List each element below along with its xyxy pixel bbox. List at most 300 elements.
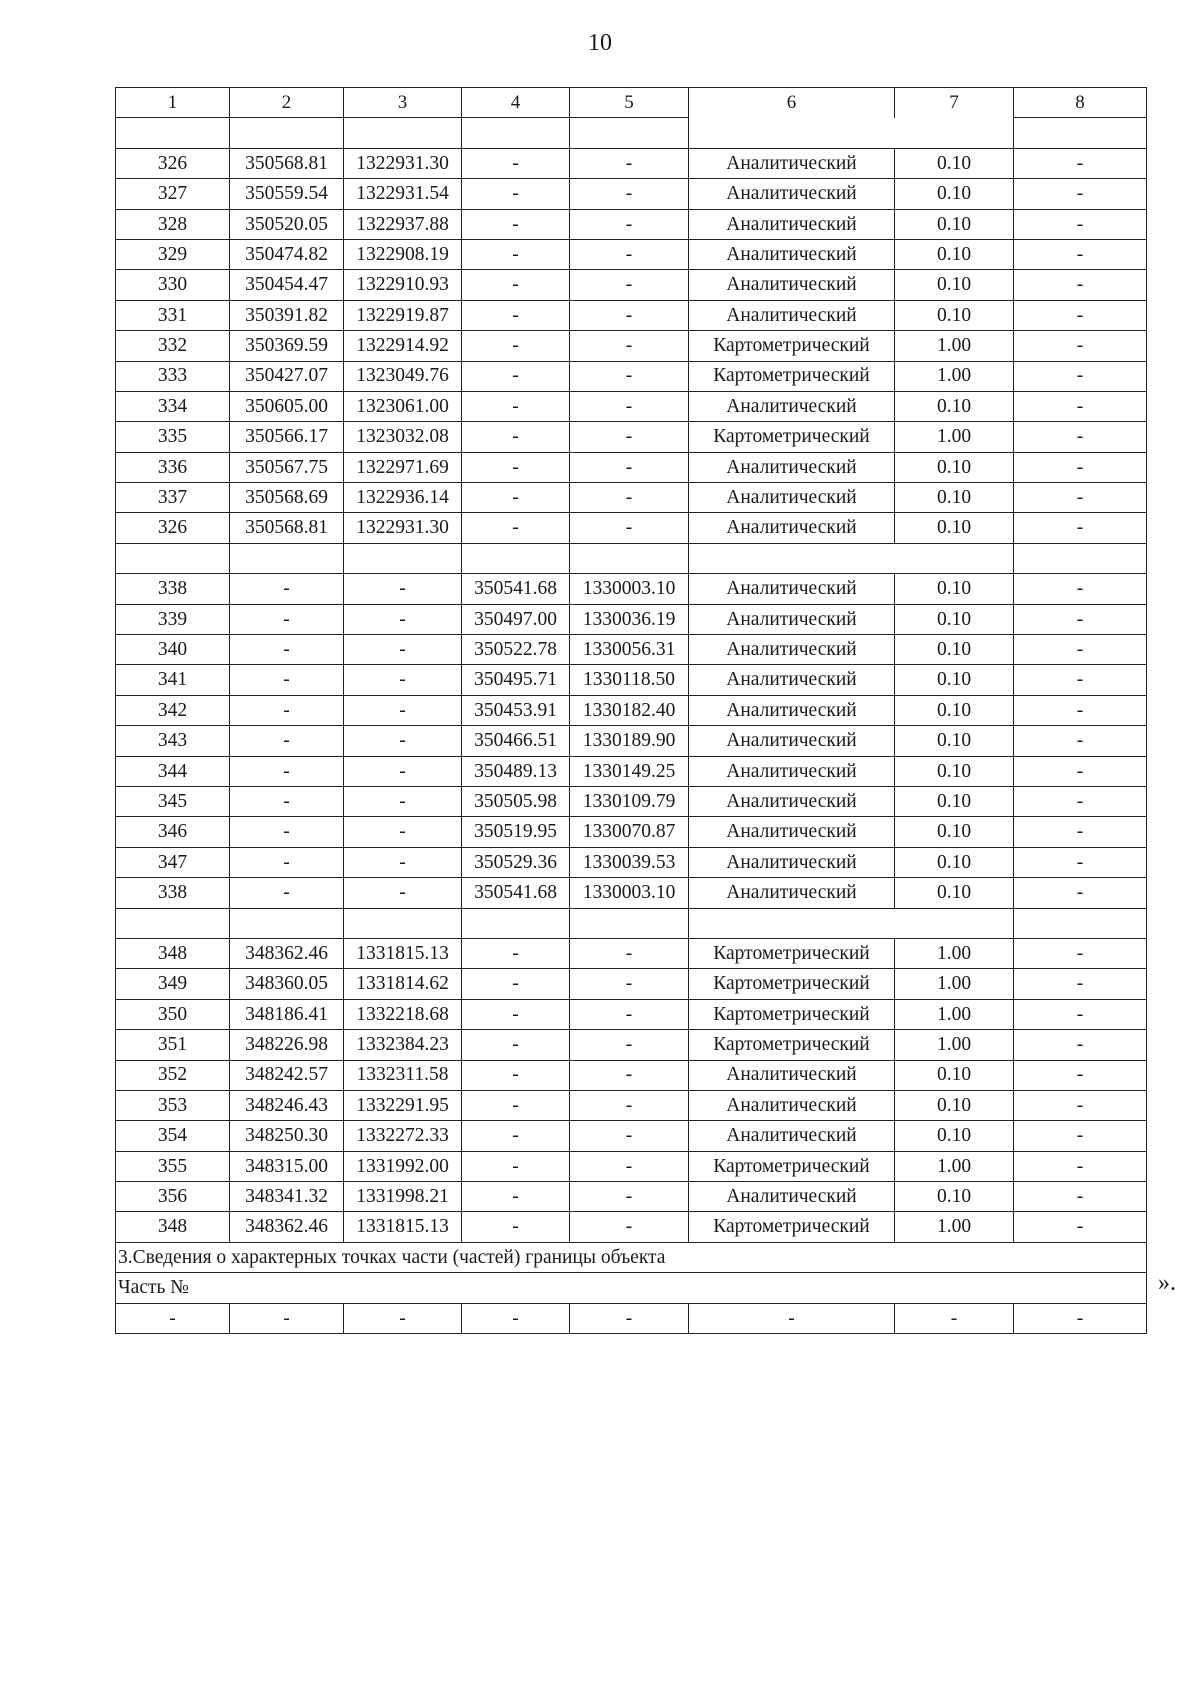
table-cell: - — [462, 483, 570, 513]
table-cell: Аналитический — [689, 1060, 895, 1090]
table-row — [116, 1060, 1147, 1090]
table-row — [116, 179, 1147, 209]
table-cell: - — [462, 422, 570, 452]
table-cell: Картометрический — [689, 1151, 895, 1181]
table-cell: - — [689, 1303, 895, 1333]
table-cell: Аналитический — [689, 300, 895, 330]
table-cell: - — [1014, 239, 1147, 269]
table-row — [116, 969, 1147, 999]
table-cell: 329 — [116, 239, 230, 269]
table-cell: 0.10 — [895, 209, 1014, 239]
table-cell: - — [1014, 969, 1147, 999]
table-cell: 1332384.23 — [344, 1030, 462, 1060]
table-cell: - — [462, 1060, 570, 1090]
table-cell: 0.10 — [895, 635, 1014, 665]
table-cell: 352 — [116, 1060, 230, 1090]
table-cell: - — [344, 1303, 462, 1333]
table-cell: - — [1014, 1303, 1147, 1333]
table-cell: 334 — [116, 391, 230, 421]
table-row — [116, 1182, 1147, 1212]
table-cell: - — [1014, 1030, 1147, 1060]
table-cell: 0.10 — [895, 1182, 1014, 1212]
table-cell: 341 — [116, 665, 230, 695]
table-cell: - — [570, 422, 689, 452]
table-cell: - — [1014, 665, 1147, 695]
table-cell: 350 — [116, 999, 230, 1029]
table-cell: 338 — [116, 574, 230, 604]
table-cell: 333 — [116, 361, 230, 391]
table-cell: - — [570, 938, 689, 968]
table-row — [116, 938, 1147, 968]
table-cell: 338 — [116, 878, 230, 908]
table-cell: - — [462, 452, 570, 482]
table-cell: - — [230, 1303, 344, 1333]
table-cell: 342 — [116, 695, 230, 725]
table-cell: 1.00 — [895, 331, 1014, 361]
table-cell: 343 — [116, 726, 230, 756]
table-cell: - — [230, 786, 344, 816]
table-cell: - — [344, 786, 462, 816]
table-cell: - — [230, 817, 344, 847]
table-cell: 339 — [116, 604, 230, 634]
table-cell: - — [570, 270, 689, 300]
table-cell: 1331992.00 — [344, 1151, 462, 1181]
table-cell: 348341.32 — [230, 1182, 344, 1212]
table-cell: - — [1014, 1121, 1147, 1151]
table-cell: - — [570, 1212, 689, 1242]
table-cell: 0.10 — [895, 179, 1014, 209]
table-cell: - — [570, 148, 689, 178]
table-cell: Картометрический — [689, 938, 895, 968]
table-row — [116, 391, 1147, 421]
table-cell: - — [1014, 786, 1147, 816]
table-cell: - — [1014, 938, 1147, 968]
table-cell: - — [570, 1303, 689, 1333]
table-cell: 350566.17 — [230, 422, 344, 452]
table-cell: - — [462, 938, 570, 968]
column-header: 1 — [116, 88, 230, 118]
table-cell: - — [1014, 300, 1147, 330]
table-cell: - — [570, 1030, 689, 1060]
table-cell: - — [570, 331, 689, 361]
table-cell: - — [1014, 1212, 1147, 1242]
empty-cell — [344, 543, 462, 573]
table-cell: - — [344, 817, 462, 847]
table-cell: - — [462, 239, 570, 269]
table-cell: 350466.51 — [462, 726, 570, 756]
empty-cell — [116, 543, 230, 573]
table-cell: - — [116, 1303, 230, 1333]
table-cell: - — [895, 1303, 1014, 1333]
table-cell: - — [570, 452, 689, 482]
table-cell: - — [462, 270, 570, 300]
table-cell: - — [344, 604, 462, 634]
table-cell: - — [1014, 1090, 1147, 1120]
table-cell: - — [1014, 604, 1147, 634]
table-cell: 350474.82 — [230, 239, 344, 269]
table-cell: Аналитический — [689, 635, 895, 665]
table-cell: - — [1014, 179, 1147, 209]
table-cell: 1330149.25 — [570, 756, 689, 786]
table-row — [116, 452, 1147, 482]
table-cell: Аналитический — [689, 695, 895, 725]
table-cell: - — [344, 726, 462, 756]
table-cell: - — [462, 1303, 570, 1333]
table-cell: Аналитический — [689, 483, 895, 513]
table-cell: 328 — [116, 209, 230, 239]
table-cell: 1330070.87 — [570, 817, 689, 847]
table-cell: Картометрический — [689, 1030, 895, 1060]
table-row — [116, 239, 1147, 269]
table-row — [116, 726, 1147, 756]
table-cell: 1332272.33 — [344, 1121, 462, 1151]
table-row — [116, 209, 1147, 239]
table-cell: 350391.82 — [230, 300, 344, 330]
empty-cell — [1014, 118, 1147, 148]
table-cell: 326 — [116, 148, 230, 178]
table-cell: - — [1014, 270, 1147, 300]
table-cell: - — [1014, 452, 1147, 482]
table-cell: - — [570, 1121, 689, 1151]
empty-cell — [462, 543, 570, 573]
table-row — [116, 483, 1147, 513]
table-cell: - — [1014, 756, 1147, 786]
table-cell: 327 — [116, 179, 230, 209]
table-cell: - — [462, 391, 570, 421]
table-cell: 350489.13 — [462, 756, 570, 786]
table-cell: - — [462, 148, 570, 178]
table-row — [116, 270, 1147, 300]
column-header: 6 — [689, 88, 895, 118]
table-cell: Аналитический — [689, 1182, 895, 1212]
table-cell: - — [1014, 483, 1147, 513]
table-cell: - — [1014, 999, 1147, 1029]
table-cell: - — [1014, 817, 1147, 847]
table-cell: 0.10 — [895, 756, 1014, 786]
table-cell: 0.10 — [895, 148, 1014, 178]
table-cell: 1322914.92 — [344, 331, 462, 361]
table-cell: Аналитический — [689, 726, 895, 756]
table-cell: 340 — [116, 635, 230, 665]
table-cell: 1.00 — [895, 1151, 1014, 1181]
table-row — [116, 1030, 1147, 1060]
empty-cell — [570, 543, 689, 573]
table-cell: 1331815.13 — [344, 1212, 462, 1242]
empty-cell — [230, 908, 344, 938]
table-cell: - — [1014, 361, 1147, 391]
table-cell: 350369.59 — [230, 331, 344, 361]
table-cell: - — [230, 665, 344, 695]
table-cell: 346 — [116, 817, 230, 847]
table-cell: 0.10 — [895, 452, 1014, 482]
table-cell: 1.00 — [895, 969, 1014, 999]
table-cell: 350519.95 — [462, 817, 570, 847]
table-cell: - — [462, 1151, 570, 1181]
table-cell: - — [570, 391, 689, 421]
table-cell: Аналитический — [689, 1121, 895, 1151]
section-title-row — [116, 1242, 1147, 1272]
table-cell: - — [462, 1030, 570, 1060]
table-cell: - — [1014, 574, 1147, 604]
table-cell: 344 — [116, 756, 230, 786]
table-cell: Картометрический — [689, 999, 895, 1029]
table-cell: - — [230, 604, 344, 634]
table-cell: 347 — [116, 847, 230, 877]
table-cell: 1.00 — [895, 999, 1014, 1029]
table-cell: - — [230, 878, 344, 908]
table-cell: 0.10 — [895, 604, 1014, 634]
table-cell: - — [1014, 1151, 1147, 1181]
table-row — [116, 786, 1147, 816]
table-row — [116, 756, 1147, 786]
table-cell: 1.00 — [895, 422, 1014, 452]
table-cell: Аналитический — [689, 239, 895, 269]
table-cell: 1331815.13 — [344, 938, 462, 968]
table-cell: 1330118.50 — [570, 665, 689, 695]
empty-cell — [689, 118, 1014, 148]
table-row — [116, 999, 1147, 1029]
table-cell: 332 — [116, 331, 230, 361]
table-cell: 1.00 — [895, 361, 1014, 391]
table-cell: 0.10 — [895, 847, 1014, 877]
table-cell: 0.10 — [895, 665, 1014, 695]
empty-cell — [344, 908, 462, 938]
table-cell: - — [462, 209, 570, 239]
table-cell: - — [230, 726, 344, 756]
table-row — [116, 574, 1147, 604]
table-cell: - — [570, 483, 689, 513]
table-cell: - — [570, 361, 689, 391]
table-cell: 0.10 — [895, 1090, 1014, 1120]
table-cell: - — [570, 513, 689, 543]
empty-cell — [462, 908, 570, 938]
table-cell: 1330003.10 — [570, 878, 689, 908]
table-cell: 1.00 — [895, 1212, 1014, 1242]
table-cell: 1330189.90 — [570, 726, 689, 756]
table-cell: - — [570, 209, 689, 239]
table-spacer-row — [116, 908, 1147, 938]
table-cell: 0.10 — [895, 695, 1014, 725]
table-cell: 335 — [116, 422, 230, 452]
empty-cell — [570, 118, 689, 148]
table-row — [116, 604, 1147, 634]
empty-cell — [462, 118, 570, 148]
table-cell: 348 — [116, 938, 230, 968]
table-cell: Аналитический — [689, 270, 895, 300]
table-cell: 1330003.10 — [570, 574, 689, 604]
table-cell: 1332311.58 — [344, 1060, 462, 1090]
table-cell: 1331814.62 — [344, 969, 462, 999]
table-cell: Аналитический — [689, 574, 895, 604]
table-cell: Картометрический — [689, 1212, 895, 1242]
table-cell: - — [1014, 878, 1147, 908]
table-cell: 1322919.87 — [344, 300, 462, 330]
table-cell: 350454.47 — [230, 270, 344, 300]
table-row — [116, 847, 1147, 877]
table-cell: 348226.98 — [230, 1030, 344, 1060]
table-cell: Аналитический — [689, 391, 895, 421]
table-cell: - — [1014, 209, 1147, 239]
empty-cell — [230, 543, 344, 573]
table-cell: - — [344, 695, 462, 725]
table-cell: Аналитический — [689, 817, 895, 847]
table-cell: - — [1014, 513, 1147, 543]
table-cell: Аналитический — [689, 513, 895, 543]
table-cell: 350495.71 — [462, 665, 570, 695]
column-header: 8 — [1014, 88, 1147, 118]
table-cell: Аналитический — [689, 786, 895, 816]
table-cell: 1322971.69 — [344, 452, 462, 482]
table-cell: 350522.78 — [462, 635, 570, 665]
table-cell: - — [570, 1151, 689, 1181]
table-cell: 350427.07 — [230, 361, 344, 391]
table-cell: 355 — [116, 1151, 230, 1181]
table-cell: Картометрический — [689, 331, 895, 361]
table-cell: - — [570, 969, 689, 999]
table-row — [116, 665, 1147, 695]
page-number: 10 — [588, 30, 612, 56]
closing-quote: ». — [1158, 1270, 1176, 1296]
table-cell: - — [462, 331, 570, 361]
empty-cell — [689, 543, 1014, 573]
table-cell: 0.10 — [895, 391, 1014, 421]
empty-cell — [1014, 908, 1147, 938]
table-cell: 350568.69 — [230, 483, 344, 513]
table-cell: 0.10 — [895, 300, 1014, 330]
table-cell: Картометрический — [689, 969, 895, 999]
table-cell: 350568.81 — [230, 513, 344, 543]
table-row — [116, 513, 1147, 543]
table-cell: - — [570, 1060, 689, 1090]
table-spacer-row — [116, 118, 1147, 148]
table-cell: 0.10 — [895, 817, 1014, 847]
table-cell: 337 — [116, 483, 230, 513]
table-cell: 351 — [116, 1030, 230, 1060]
table-cell: 1332291.95 — [344, 1090, 462, 1120]
table-cell: 1323032.08 — [344, 422, 462, 452]
table-header-row — [116, 88, 1147, 118]
table-cell: - — [344, 665, 462, 695]
table-cell: - — [1014, 726, 1147, 756]
table-cell: - — [462, 300, 570, 330]
table-cell: 348186.41 — [230, 999, 344, 1029]
table-cell: 1322936.14 — [344, 483, 462, 513]
table-cell: 330 — [116, 270, 230, 300]
table-cell: 1.00 — [895, 938, 1014, 968]
table-cell: 1322937.88 — [344, 209, 462, 239]
table-cell: 0.10 — [895, 1060, 1014, 1090]
table-cell: - — [1014, 391, 1147, 421]
table-cell: 1330109.79 — [570, 786, 689, 816]
table-cell: 350529.36 — [462, 847, 570, 877]
table-cell: - — [570, 999, 689, 1029]
column-header: 4 — [462, 88, 570, 118]
table-cell: Аналитический — [689, 847, 895, 877]
table-cell: Аналитический — [689, 209, 895, 239]
table-cell: 353 — [116, 1090, 230, 1120]
empty-cell — [116, 118, 230, 148]
table-row — [116, 1151, 1147, 1181]
table-cell: 348362.46 — [230, 1212, 344, 1242]
table-cell: 350605.00 — [230, 391, 344, 421]
table-row — [116, 148, 1147, 178]
table-cell: 0.10 — [895, 483, 1014, 513]
table-row — [116, 1212, 1147, 1242]
table-cell: - — [344, 574, 462, 604]
table-cell: 1322931.30 — [344, 148, 462, 178]
table-cell: - — [462, 999, 570, 1029]
table-cell: 354 — [116, 1121, 230, 1151]
table-cell: 0.10 — [895, 1121, 1014, 1151]
table-cell: - — [1014, 148, 1147, 178]
table-cell: 1330039.53 — [570, 847, 689, 877]
table-cell: 331 — [116, 300, 230, 330]
table-row — [116, 422, 1147, 452]
table-cell: 1332218.68 — [344, 999, 462, 1029]
table-cell: - — [570, 239, 689, 269]
table-cell: - — [570, 179, 689, 209]
table-cell: - — [1014, 422, 1147, 452]
table-cell: 348246.43 — [230, 1090, 344, 1120]
table-cell: Картометрический — [689, 422, 895, 452]
table-cell: 0.10 — [895, 726, 1014, 756]
table-cell: 1330036.19 — [570, 604, 689, 634]
table-cell: 348250.30 — [230, 1121, 344, 1151]
table-cell: Аналитический — [689, 179, 895, 209]
table-spacer-row — [116, 543, 1147, 573]
table-cell: 0.10 — [895, 239, 1014, 269]
column-header: 5 — [570, 88, 689, 118]
part-label: Часть № — [116, 1273, 1147, 1303]
table-cell: 1322931.30 — [344, 513, 462, 543]
table-cell: Аналитический — [689, 878, 895, 908]
table-cell: 0.10 — [895, 878, 1014, 908]
table-cell: - — [344, 756, 462, 786]
table-cell: 0.10 — [895, 513, 1014, 543]
table-cell: - — [462, 969, 570, 999]
table-cell: - — [570, 300, 689, 330]
section-title: 3.Сведения о характерных точках части (частей) границы объекта — [116, 1242, 1147, 1272]
empty-cell — [116, 908, 230, 938]
table-cell: 1323061.00 — [344, 391, 462, 421]
empty-cell — [230, 118, 344, 148]
table-cell: 1322910.93 — [344, 270, 462, 300]
table-cell: - — [344, 635, 462, 665]
table-cell: 1331998.21 — [344, 1182, 462, 1212]
table-cell: - — [1014, 695, 1147, 725]
empty-cell — [344, 118, 462, 148]
table-cell: Аналитический — [689, 452, 895, 482]
empty-cell — [570, 908, 689, 938]
part-label-row — [116, 1273, 1147, 1303]
table-cell: 350541.68 — [462, 574, 570, 604]
table-cell: 348362.46 — [230, 938, 344, 968]
table-row — [116, 300, 1147, 330]
table-cell: - — [462, 513, 570, 543]
table-cell: Аналитический — [689, 1090, 895, 1120]
table-cell: - — [230, 574, 344, 604]
table-cell: 0.10 — [895, 270, 1014, 300]
table-cell: 1323049.76 — [344, 361, 462, 391]
column-header: 2 — [230, 88, 344, 118]
table-cell: 348315.00 — [230, 1151, 344, 1181]
table-cell: - — [462, 1182, 570, 1212]
table-cell: 350568.81 — [230, 148, 344, 178]
table-cell: 1322931.54 — [344, 179, 462, 209]
table-cell: 336 — [116, 452, 230, 482]
table-cell: 350505.98 — [462, 786, 570, 816]
empty-cell — [1014, 543, 1147, 573]
